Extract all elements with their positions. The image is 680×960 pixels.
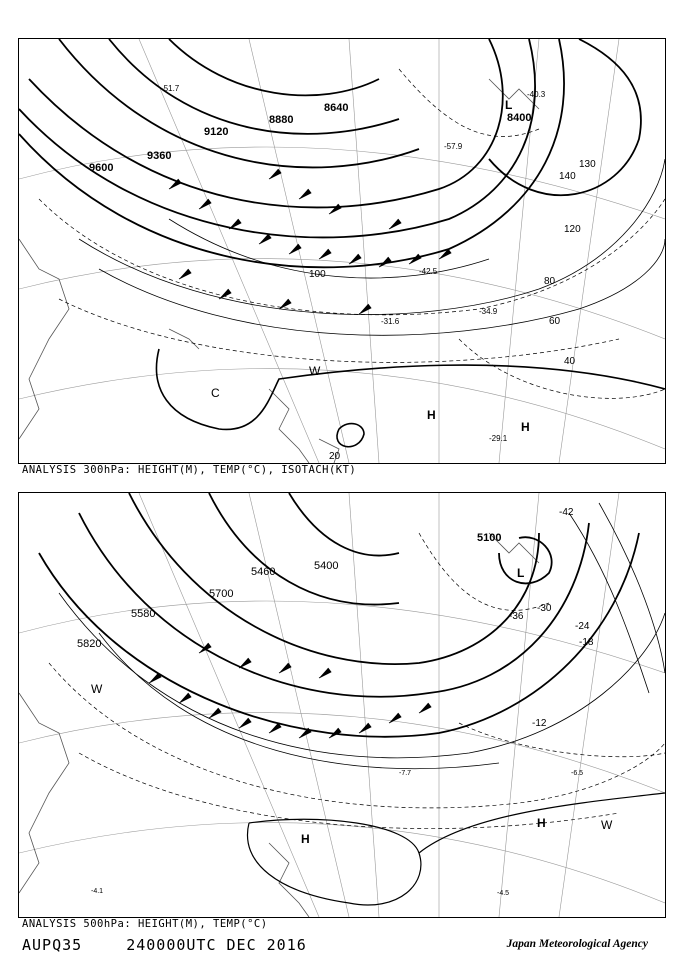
agency-name: Japan Meteorological Agency [506,938,648,950]
height-label: 5400 [314,560,339,572]
isotach-label: 20 [329,451,341,462]
height-labels [89,102,531,174]
temp-label: -4.1 [91,888,104,895]
caption-500hpa: ANALYSIS 500hPa: HEIGHT(M), TEMP(°C) [22,918,268,930]
temp-label: -31.6 [381,317,400,326]
high-center: H [427,408,436,422]
jet-boundary [157,349,666,447]
high-center: H [521,420,530,434]
map-500hpa [19,493,665,917]
isotach-label: 140 [559,171,576,182]
warm-center: W [91,682,103,696]
valid-time: 240000UTC DEC 2016 [126,936,307,954]
chart-300hpa [18,38,666,464]
temp-label: -30 [537,603,552,614]
isotach-label: 100 [309,269,326,280]
temp-label: -6.5 [571,770,584,777]
height-label: 9360 [147,150,172,162]
low-center: L [517,566,525,580]
temp-label: -57.9 [444,142,463,151]
height-label: 8880 [269,114,294,126]
caption-300hpa: ANALYSIS 300hPa: HEIGHT(M), TEMP(°C), ISOTACH(KT) [22,464,357,476]
map-300hpa [19,39,665,463]
chart-500hpa [18,492,666,918]
high-center: H [537,816,546,830]
pressure-centers [211,98,530,434]
temp-label: -36 [509,611,524,622]
graticule [19,493,665,917]
chart-code: AUPQ35 [22,936,83,954]
temp-label: -40.3 [527,90,546,99]
height-label: 8400 [507,112,532,124]
height-label: 9120 [204,126,229,138]
temp-label: -18 [579,637,594,648]
wind-barbs [149,643,431,738]
temp-label: -4.5 [497,890,510,897]
height-label: 5100 [477,532,502,544]
temp-label: -29.1 [489,434,508,443]
isotach-label: 120 [564,224,581,235]
isotach-label: 80 [544,276,556,287]
temp-label: -51.7 [161,84,180,93]
chart-identifier [22,936,307,954]
high-contour [247,793,665,905]
height-label: 5700 [209,588,234,600]
height-contours [19,39,641,267]
height-contours [39,493,639,737]
warm-center: W [601,818,613,832]
height-thin-contours [59,503,665,769]
height-labels [77,532,501,650]
high-center: H [301,832,310,846]
temp-label: -24 [575,621,590,632]
temp-label: -12 [532,718,547,729]
isotach-label: 40 [564,356,576,367]
wind-barbs [169,169,451,314]
temp-label: -34.9 [479,307,498,316]
height-label: 9600 [89,162,114,174]
low-center: L [505,98,513,112]
temp-label: -42 [559,507,574,518]
height-label: 5580 [131,608,156,620]
isotach-label: 130 [579,159,596,170]
isotach-lines [79,159,665,335]
temp-label: -7.7 [399,770,412,777]
height-label: 5460 [251,566,276,578]
isotach-labels [309,159,596,462]
height-label: 5820 [77,638,102,650]
coastline [19,79,539,463]
cold-center: C [211,386,220,400]
warm-center: W [309,364,321,378]
isotach-label: 60 [549,316,561,327]
isotherms [49,533,665,829]
temp-label: -42.5 [419,267,438,276]
height-label: 8640 [324,102,349,114]
